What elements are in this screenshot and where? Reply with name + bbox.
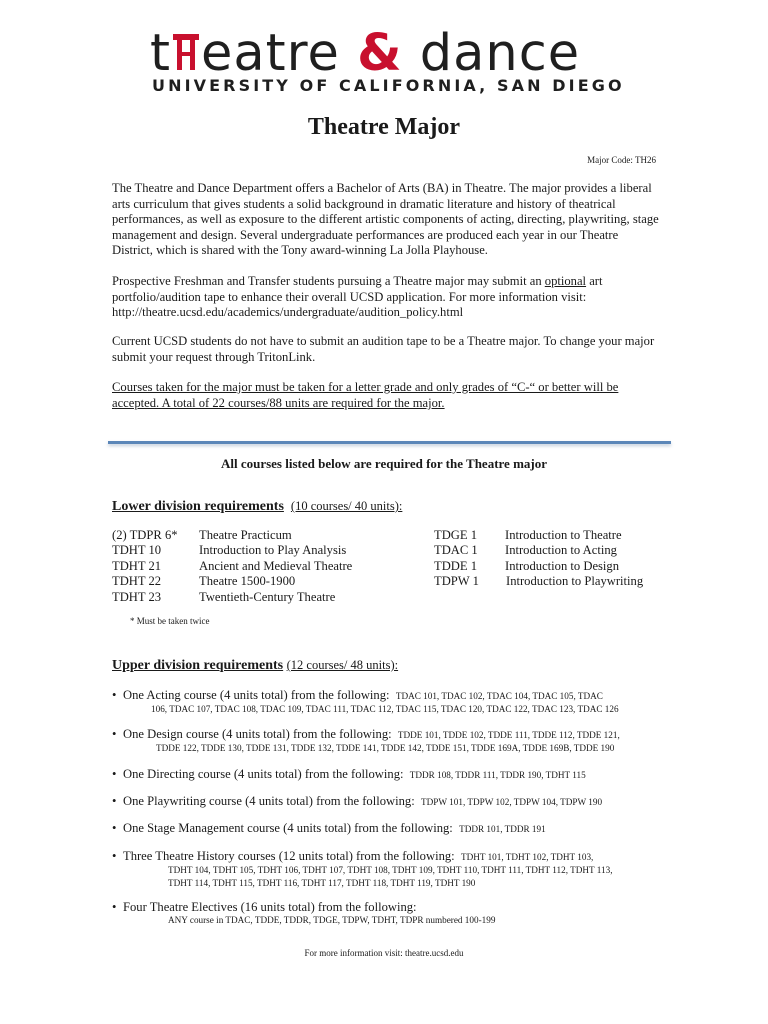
logo-word-theatre: eatre bbox=[201, 24, 340, 83]
section-divider bbox=[108, 441, 671, 444]
page-title: Theatre Major bbox=[307, 114, 461, 140]
list-item: TDHT 23 Twentieth-Century Theatre bbox=[112, 589, 336, 604]
directing-requirement: • One Directing course (4 units total) from the following: TDDR 108, TDDR 111, TDDR 190, TDHT 115 bbox=[112, 767, 586, 781]
design-requirement: • One Design course (4 units total) from the following: TDDE 101, TDDE 102, TDDE 111, TDDE 112, TDDE 121, TDDE 122, TDDE 130, TDDE 131, TDDE 132, TDDE 141, TDDE 142, TDDE 151, TDDE 169A, TDDE 169B, TDDE 190 bbox=[112, 727, 620, 753]
upper-division-heading: Upper division requirements (12 courses/ 48 units): bbox=[112, 658, 399, 673]
bullet-icon: • bbox=[112, 688, 117, 702]
playwriting-requirement: • One Playwriting course (4 units total) from the following: TDPW 101, TDPW 102, TDPW 104, TDPW 190 bbox=[112, 794, 603, 808]
theatre-dance-logo bbox=[150, 24, 625, 98]
acting-requirement: • One Acting course (4 units total) from the following: TDAC 101, TDAC 102, TDAC 104, TDAC 105, TDAC 106, TDAC 107, TDAC 108, TDAC 109, TDAC 111, TDAC 112, TDAC 115, TDAC 120, TDAC 122, TDAC 123, TDAC 126 bbox=[112, 688, 619, 714]
logo-word-dance: dance bbox=[419, 24, 581, 83]
list-item: (2) TDPR 6* Theatre Practicum bbox=[112, 528, 292, 542]
list-item: TDDE 1 Introduction to Design bbox=[434, 558, 620, 573]
intro-paragraph: The Theatre and Dance Department offers a Bachelor of Arts (BA) in Theatre. The major provides a liberal arts curriculum that gives students a solid background in dramatic literature and history of theatrical performances, as well as exposure to the different artistic components of acting, directing, playwriting, stage management and design. Several undergraduate performances are produced each year in our Theatre District, which is shared with the Tony award-winning La Jolla Playhouse. bbox=[112, 181, 659, 258]
bullet-icon: • bbox=[112, 794, 117, 808]
prospective-paragraph: Prospective Freshman and Transfer students pursuing a Theatre major may submit an optional art portfolio/audition tape to enhance their overall UCSD application. For more information visit: http://theatre.ucsd.edu/academics/undergraduate/audition_policy.html bbox=[112, 274, 603, 320]
grade-requirement-paragraph: Courses taken for the major must be taken for a letter grade and only grades of “C-“ or better will be accepted. A total of 22 courses/88 units are required for the major. bbox=[112, 380, 619, 410]
lower-left-courses bbox=[112, 528, 352, 605]
logo-ampersand: & bbox=[357, 24, 403, 83]
list-item: TDHT 21 Ancient and Medieval Theatre bbox=[112, 558, 353, 573]
footnote: * Must be taken twice bbox=[130, 616, 210, 626]
list-item: TDHT 22 Theatre 1500-1900 bbox=[112, 574, 296, 589]
bullet-icon: • bbox=[112, 767, 117, 781]
list-item: TDAC 1 Introduction to Acting bbox=[434, 543, 617, 558]
bullet-icon: • bbox=[112, 849, 117, 863]
bullet-icon: • bbox=[112, 821, 117, 835]
logo-wordmark bbox=[150, 24, 580, 84]
lower-division-heading: Lower division requirements (10 courses/ 40 units): bbox=[112, 499, 403, 514]
section-heading: All courses listed below are required for the Theatre major bbox=[220, 456, 548, 471]
list-item: TDGE 1 Introduction to Theatre bbox=[434, 528, 622, 542]
lower-right-courses bbox=[434, 528, 643, 590]
audition-policy-link[interactable]: http://theatre.ucsd.edu/academics/undergraduate/audition_policy.html bbox=[112, 305, 464, 320]
optional-emphasis: optional bbox=[544, 274, 587, 288]
list-item: TDPW 1 Introduction to Playwriting bbox=[434, 574, 644, 589]
current-students-paragraph: Current UCSD students do not have to submit an audition tape to be a Theatre major. To change your major submit your request through TritonLink. bbox=[112, 334, 655, 364]
theatre-history-requirement: • Three Theatre History courses (12 units total) from the following: TDHT 101, TDHT 102, TDHT 103, TDHT 104, TDHT 105, TDHT 106, TDHT 107, TDHT 108, TDHT 109, TDHT 110, TDHT 111, TDHT 112, TDHT 113, TDHT 114, TDHT 115, TDHT 116, TDHT 117, TDHT 118, TDHT 119, TDHT 190 bbox=[112, 849, 613, 888]
chair-icon bbox=[171, 28, 201, 72]
bullet-icon: • bbox=[112, 727, 117, 741]
logo-t: t bbox=[150, 24, 171, 83]
list-item: TDHT 10 Introduction to Play Analysis bbox=[112, 543, 347, 558]
major-code: Major Code: TH26 bbox=[587, 155, 656, 165]
electives-requirement: • Four Theatre Electives (16 units total) from the following: ANY course in TDAC, TDDE, TDDR, TDGE, TDPW, TDHT, TDPR numbered 100-199 bbox=[112, 900, 496, 925]
bullet-icon: • bbox=[112, 900, 117, 914]
logo-subtitle: UNIVERSITY OF CALIFORNIA, SAN DIEGO bbox=[152, 76, 625, 95]
stage-management-requirement: • One Stage Management course (4 units total) from the following: TDDR 101, TDDR 191 bbox=[112, 821, 546, 835]
footer-info: For more information visit: theatre.ucsd.edu bbox=[304, 948, 464, 958]
